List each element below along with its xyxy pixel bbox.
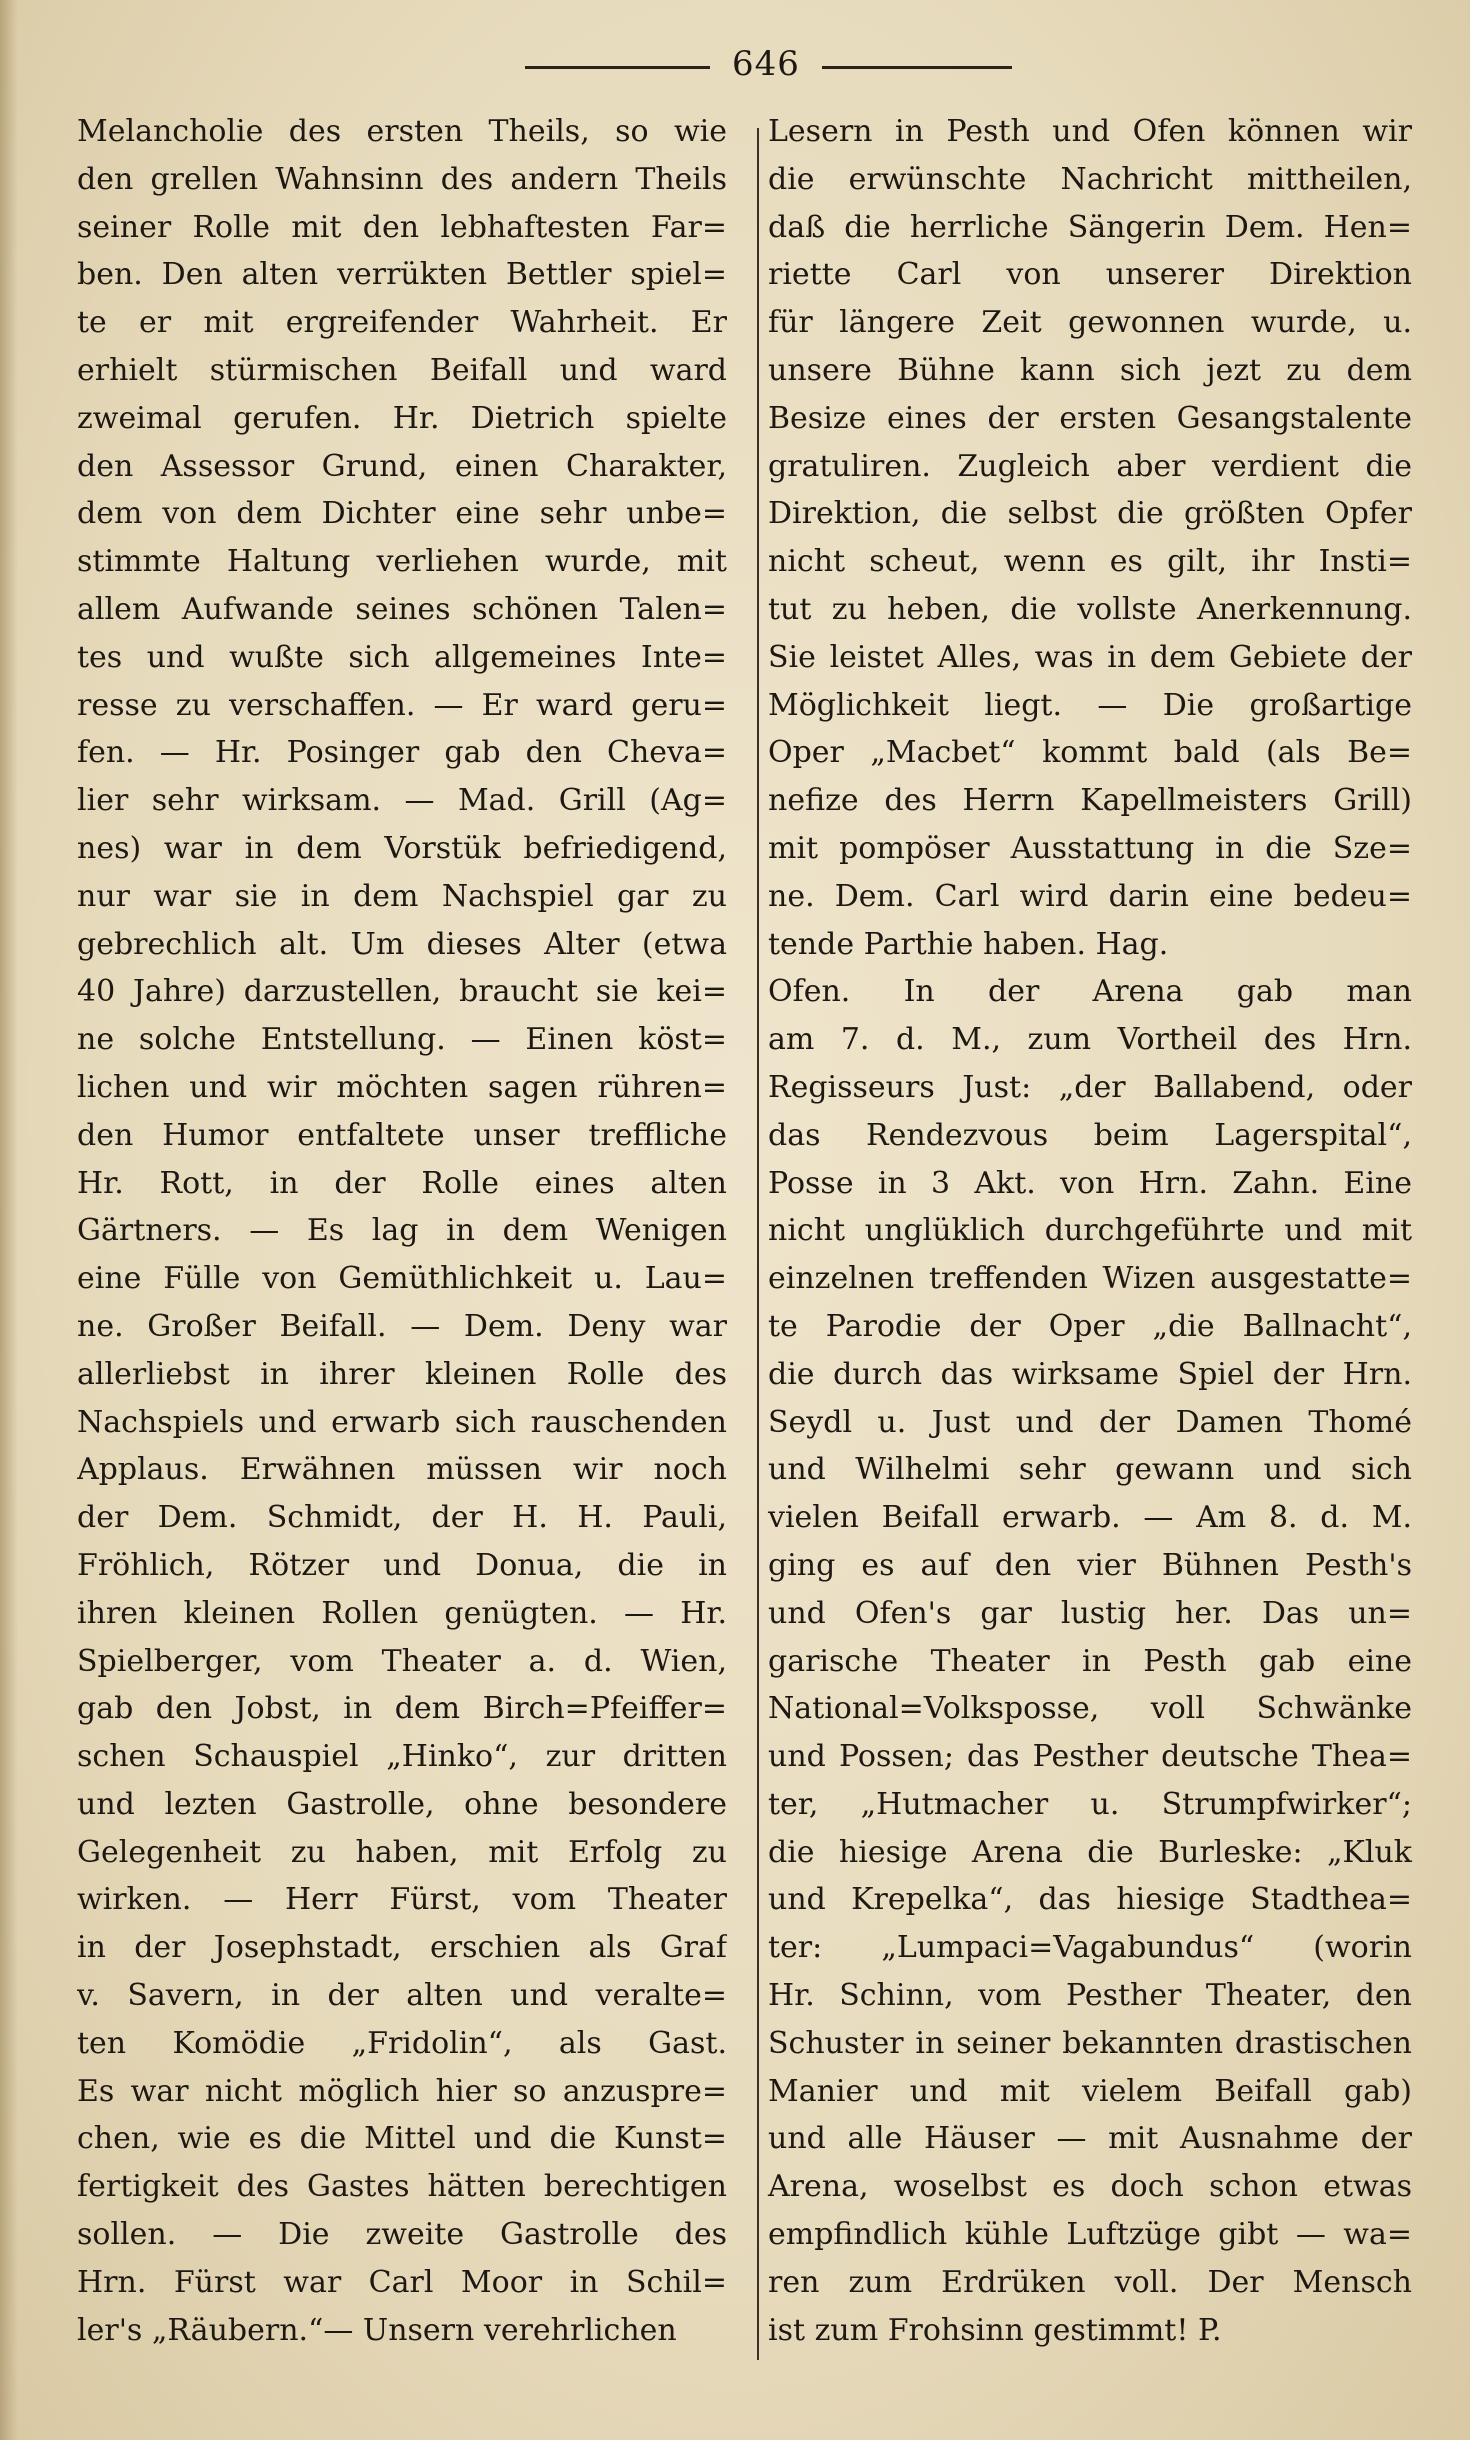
- text-line: und alle Häuser — mit Ausnahme der: [768, 2121, 1412, 2157]
- column-divider: [757, 128, 759, 2360]
- text-line: fertigkeit des Gastes hätten berechtigen: [77, 2169, 727, 2205]
- text-line: Applaus. Erwähnen müssen wir noch: [77, 1452, 727, 1488]
- text-line: und Ofen's gar lustig her. Das un=: [768, 1595, 1412, 1631]
- text-line: erhielt stürmischen Beifall und ward: [77, 352, 727, 388]
- text-line: wirken. — Herr Fürst, vom Theater: [77, 1882, 727, 1918]
- text-line: ne solche Entstellung. — Einen köst=: [77, 1022, 727, 1058]
- text-line: riette Carl von unserer Direktion: [768, 257, 1412, 293]
- text-line: allem Aufwande seines schönen Talen=: [77, 591, 727, 627]
- text-line: Gärtners. — Es lag in dem Wenigen: [77, 1213, 727, 1249]
- text-line: ler's „Räubern.“— Unsern verehrlichen: [77, 2312, 677, 2348]
- text-line: gratuliren. Zugleich aber verdient die: [768, 448, 1412, 484]
- text-line: das Rendezvous beim Lagerspital“,: [768, 1117, 1412, 1153]
- text-line: nicht scheut, wenn es gilt, ihr Insti=: [768, 544, 1412, 580]
- right-column: [762, 108, 1412, 2354]
- text-line: v. Savern, in der alten und veralte=: [77, 1978, 727, 2014]
- text-line: mit pompöser Ausstattung in die Sze=: [768, 830, 1412, 866]
- text-line: allerliebst in ihrer kleinen Rolle des: [77, 1356, 727, 1392]
- text-line: fen. — Hr. Posinger gab den Cheva=: [77, 735, 727, 771]
- text-line: ter: „Lumpaci=Vagabundus“ (worin: [768, 1930, 1412, 1966]
- text-line: tes und wußte sich allgemeines Inte=: [77, 639, 727, 675]
- page-header: [0, 44, 1470, 84]
- text-line: der Dem. Schmidt, der H. H. Pauli,: [77, 1500, 727, 1536]
- text-line: Sie leistet Alles, was in dem Gebiete der: [768, 639, 1412, 675]
- text-line: Es war nicht möglich hier so anzuspre=: [77, 2073, 727, 2109]
- text-line: tende Parthie haben. Hag.: [768, 926, 1169, 962]
- text-line: eine Fülle von Gemüthlichkeit u. Lau=: [77, 1261, 727, 1297]
- text-line: chen, wie es die Mittel und die Kunst=: [77, 2121, 727, 2157]
- page-edge-shadow: [0, 0, 18, 2440]
- text-line: nefize des Herrn Kapellmeisters Grill): [768, 783, 1412, 819]
- text-line: unsere Bühne kann sich jezt zu dem: [768, 352, 1412, 388]
- text-line: Möglichkeit liegt. — Die großartige: [768, 687, 1412, 723]
- left-column: [77, 108, 727, 2354]
- text-line: Gelegenheit zu haben, mit Erfolg zu: [77, 1834, 727, 1870]
- text-line: empfindlich kühle Luftzüge gibt — wa=: [768, 2217, 1412, 2253]
- text-line: gab den Jobst, in dem Birch=Pfeiffer=: [77, 1691, 727, 1727]
- text-line: für längere Zeit gewonnen wurde, u.: [768, 305, 1412, 341]
- text-line: Direktion, die selbst die größten Opfer: [768, 496, 1412, 532]
- text-line: die erwünschte Nachricht mittheilen,: [768, 161, 1412, 197]
- text-line: und Wilhelmi sehr gewann und sich: [768, 1452, 1412, 1488]
- text-line: Ofen. In der Arena gab man: [768, 974, 1412, 1010]
- text-line: te Parodie der Oper „die Ballnacht“,: [768, 1308, 1412, 1344]
- text-line: te er mit ergreifender Wahrheit. Er: [77, 305, 727, 341]
- text-line: Regisseurs Just: „der Ballabend, oder: [768, 1069, 1412, 1105]
- text-line: ist zum Frohsinn gestimmt! P.: [768, 2312, 1222, 2348]
- text-line: lichen und wir möchten sagen rühren=: [77, 1069, 727, 1105]
- text-line: Hr. Schinn, vom Pesther Theater, den: [768, 1978, 1412, 2014]
- text-line: und Possen; das Pesther deutsche Thea=: [768, 1739, 1412, 1775]
- text-line: Lesern in Pesth und Ofen können wir: [768, 114, 1412, 149]
- text-line: in der Josephstadt, erschien als Graf: [77, 1930, 727, 1966]
- text-line: ten Komödie „Fridolin“, als Gast.: [77, 2025, 727, 2061]
- text-line: Seydl u. Just und der Damen Thomé: [768, 1404, 1412, 1440]
- text-line: Besize eines der ersten Gesangstalente: [768, 400, 1412, 436]
- text-line: den grellen Wahnsinn des andern Theils: [77, 161, 727, 197]
- text-line: Manier und mit vielem Beifall gab): [768, 2073, 1412, 2109]
- text-line: vielen Beifall erwarb. — Am 8. d. M.: [768, 1500, 1412, 1536]
- text-line: gebrechlich alt. Um dieses Alter (etwa: [77, 926, 727, 962]
- text-line: Hr. Rott, in der Rolle eines alten: [77, 1165, 727, 1201]
- text-line: daß die herrliche Sängerin Dem. Hen=: [768, 209, 1412, 245]
- text-line: am 7. d. M., zum Vortheil des Hrn.: [768, 1022, 1412, 1058]
- text-line: dem von dem Dichter eine sehr unbe=: [77, 496, 727, 532]
- text-line: tut zu heben, die vollste Anerkennung.: [768, 591, 1412, 627]
- text-line: ne. Dem. Carl wird darin eine bedeu=: [768, 878, 1412, 914]
- text-line: Posse in 3 Akt. von Hrn. Zahn. Eine: [768, 1165, 1412, 1201]
- text-line: ihren kleinen Rollen genügten. — Hr.: [77, 1595, 727, 1631]
- text-line: Spielberger, vom Theater a. d. Wien,: [77, 1643, 727, 1679]
- text-line: ter, „Hutmacher u. Strumpfwirker“;: [768, 1786, 1412, 1822]
- header-rule-right: [822, 66, 1012, 69]
- text-line: Fröhlich, Rötzer und Donua, die in: [77, 1547, 727, 1583]
- text-line: Hrn. Fürst war Carl Moor in Schil=: [77, 2264, 727, 2300]
- text-line: Melancholie des ersten Theils, so wie: [77, 114, 727, 149]
- text-line: lier sehr wirksam. — Mad. Grill (Ag=: [77, 783, 727, 819]
- text-line: ne. Großer Beifall. — Dem. Deny war: [77, 1308, 727, 1344]
- text-line: Nachspiels und erwarb sich rauschenden: [77, 1404, 727, 1440]
- text-line: den Assessor Grund, einen Charakter,: [77, 448, 727, 484]
- text-line: schen Schauspiel „Hinko“, zur dritten: [77, 1739, 727, 1775]
- text-line: sollen. — Die zweite Gastrolle des: [77, 2217, 727, 2253]
- text-line: den Humor entfaltete unser treffliche: [77, 1117, 727, 1153]
- text-line: ben. Den alten verrükten Bettler spiel=: [77, 257, 727, 293]
- text-line: Oper „Macbet“ kommt bald (als Be=: [768, 735, 1412, 771]
- text-line: seiner Rolle mit den lebhaftesten Far=: [77, 209, 727, 245]
- text-line: nur war sie in dem Nachspiel gar zu: [77, 878, 727, 914]
- text-line: ging es auf den vier Bühnen Pesth's: [768, 1547, 1412, 1583]
- text-line: garische Theater in Pesth gab eine: [768, 1643, 1412, 1679]
- text-line: nes) war in dem Vorstük befriedigend,: [77, 830, 727, 866]
- text-line: 40 Jahre) darzustellen, braucht sie kei=: [77, 974, 727, 1010]
- page-number: 646: [732, 44, 800, 84]
- text-line: Schuster in seiner bekannten drastischen: [768, 2025, 1412, 2061]
- text-line: resse zu verschaffen. — Er ward geru=: [77, 687, 727, 723]
- text-line: Arena, woselbst es doch schon etwas: [768, 2169, 1412, 2205]
- text-line: einzelnen treffenden Wizen ausgestatte=: [768, 1261, 1412, 1297]
- text-line: die durch das wirksame Spiel der Hrn.: [768, 1356, 1412, 1392]
- header-rule-left: [525, 66, 710, 69]
- text-line: ren zum Erdrüken voll. Der Mensch: [768, 2264, 1412, 2300]
- text-line: zweimal gerufen. Hr. Dietrich spielte: [77, 400, 727, 436]
- text-line: die hiesige Arena die Burleske: „Kluk: [768, 1834, 1412, 1870]
- text-line: stimmte Haltung verliehen wurde, mit: [77, 544, 727, 580]
- text-line: und lezten Gastrolle, ohne besondere: [77, 1786, 727, 1822]
- text-line: National=Volksposse, voll Schwänke: [768, 1691, 1412, 1727]
- text-line: und Krepelka“, das hiesige Stadthea=: [768, 1882, 1412, 1918]
- text-line: nicht unglüklich durchgeführte und mit: [768, 1213, 1412, 1249]
